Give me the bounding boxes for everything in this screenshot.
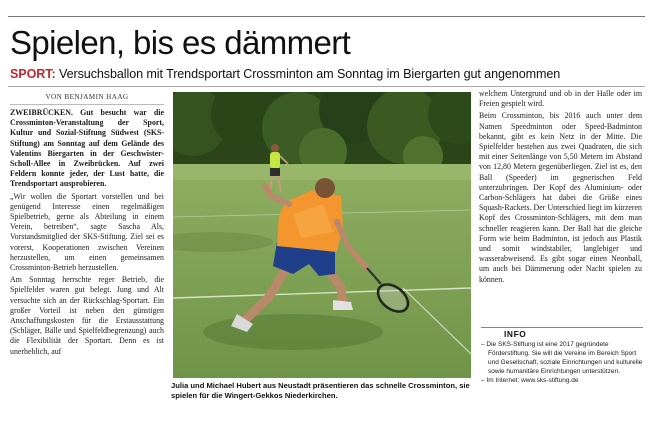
lead-paragraph: ZWEIBRÜCKEN. Gut besucht war die Crossminton-Veranstaltung der Sport, Kultur und Sozial-Stiftung Südwest (SKS-Stiftung) am Sonntag auf dem Gelände des Valentins Biergarten in der Geschwister-Scholl-Allee in Zweibrücken. Auf zwei Feldern konnte jeder, der Lust hatte, die Trendsportart ausprobieren. <box>10 108 164 189</box>
byline: VON BENJAMIN HAAG <box>45 93 129 101</box>
headline: Spielen, bis es dämmert <box>10 24 351 61</box>
subhead-rule <box>8 86 645 87</box>
crossminton-photo <box>173 92 471 378</box>
photo-caption: Julia und Michael Hubert aus Neustadt präsentieren das schnelle Crossminton, sie spielen für die Wingert-Gekkos Niederkirchen. <box>171 381 470 400</box>
info-title: INFO <box>504 329 527 339</box>
info-list <box>481 341 643 387</box>
body-paragraph: Beim Crossminton, bis 2016 auch unter dem Namen Speedminton oder Speed-Badminton bekannt, gibt es kein Netz in der Mitte. Die Spielfelder bestehen aus zwei Quadraten, die sich mit einer Seitenlänge von 5,50 Metern im Abstand von 12,80 Metern gegenüberliegen. Ziel ist es, den Ball (Speeder) im gegnerischen Feld unterzubringen. Der Kopf des Aluminium- oder Carbon-Schlägers hat dabei die Größe eines Squash-Rackets. Der Unterschied liegt im kürzeren Kopf des Crossminton-Schlägers, mit dem man schneller reagieren kann. Der Ball hat die gleiche Form wie beim Badminton, ist jedoch aus Plastik und somit windstabiler, langlebiger und wasserabweisend. Es gibt sogar einen Neonball, um auch bei Dämmerung oder Nacht spielen zu können. <box>479 111 642 284</box>
byline-rule <box>10 104 164 105</box>
info-item: – Die SKS-Stiftung ist eine 2017 gegründete Förderstiftung. Sie will die Vereine im Bereich Sport und Gesellschaft, soziale Einrichtungen und kulturelle sowie humanitäre Einrichtungen unterstützen. <box>481 341 643 377</box>
article-column-right <box>479 89 642 329</box>
body-paragraph: Am Sonntag herrschte reger Betrieb, die Spielfelder waren gut belegt. Jung und Alt versuchte sich an der Rückschlag-Sportart. Ein großer Vorteil ist neben den günstigen Anschaffungskosten für die Erstausstattung (Schläger, Bälle und Spielfeldbegrenzung) auch die Flexibilität der Sportart. Denn es ist unerheblich, auf <box>10 275 164 356</box>
info-item: – Im Internet: www.sks-stiftung.de <box>481 377 643 386</box>
subheadline-text: Versuchsballon mit Trendsportart Crossminton am Sonntag im Biergarten gut angenommen <box>55 67 561 81</box>
top-rule <box>8 16 645 17</box>
body-paragraph: welchem Untergrund und ob in der Halle oder im Freien gespielt wird. <box>479 89 642 109</box>
info-rule <box>481 327 643 328</box>
article-column-left <box>10 108 164 404</box>
body-paragraph: „Wir wollen die Sportart vorstellen und bei genügend Interesse einen regelmäßigen Spielbetrieb, gerne als Abteilung in einem Verein, betreiben“, sagte Sascha Als, Vorstandsmitglied der SKS-Stiftung. Ziel sei es vorerst, Kooperationen zwischen Vereinen herzustellen, um einen gemeinsamen Crossminton-Betrieb herzustellen. <box>10 191 164 273</box>
kicker: SPORT: <box>10 67 56 81</box>
subheadline <box>10 67 560 81</box>
